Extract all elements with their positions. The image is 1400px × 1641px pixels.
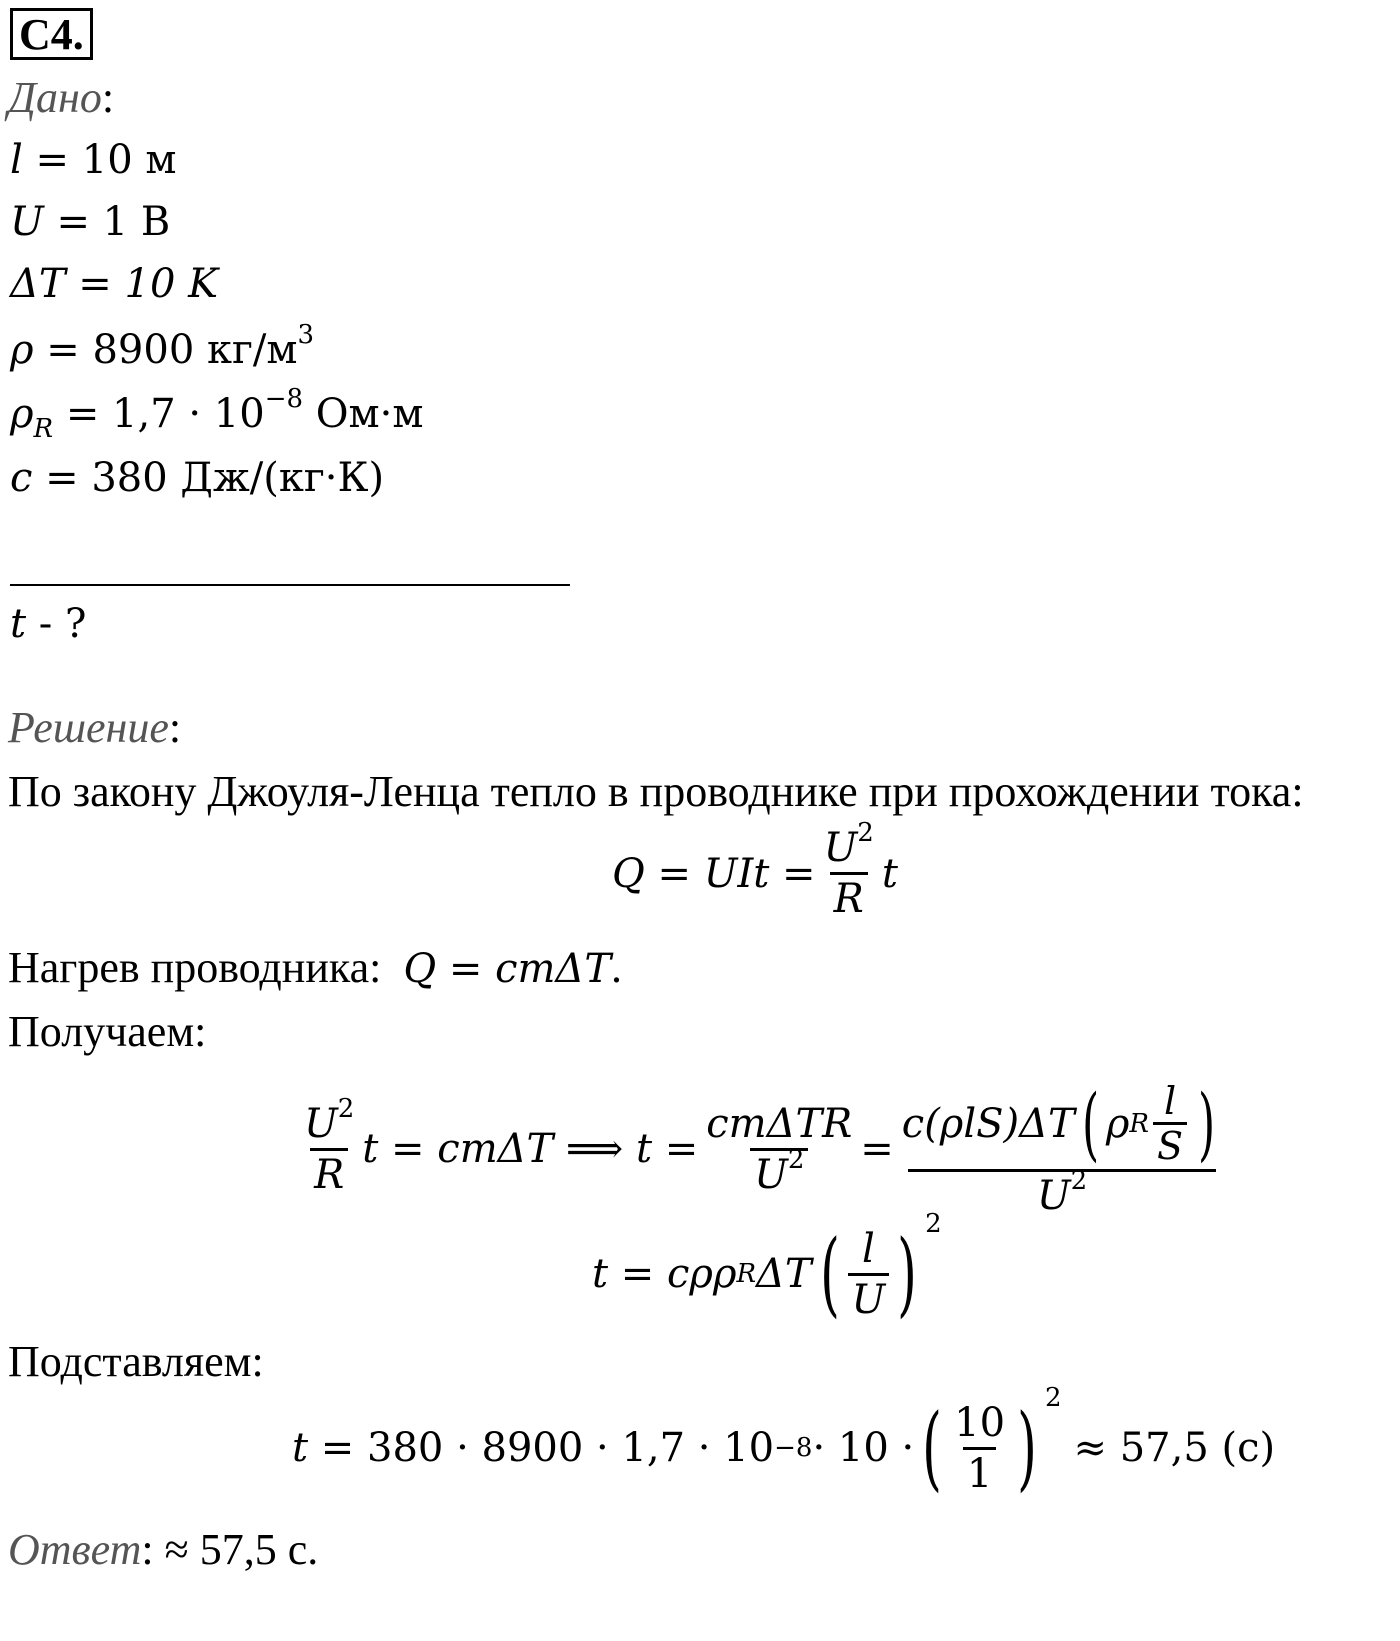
f3-rho: ρ [1105,1100,1130,1147]
equation-joule [612,818,898,922]
given-rho [10,320,315,373]
fraction-10-over-1 [950,1399,1009,1497]
given-rho-value: = 8900 кг/м [46,327,298,373]
eq4-num: 10 [954,1399,1006,1446]
f2-den-exp: 2 [787,1144,805,1175]
given-rhoR-unit: Ом·м [303,391,424,437]
solution-intro: По закону Джоуля-Ленца тепло в проводнике при прохождении тока: [8,767,1304,816]
fraction-l-over-u [848,1225,890,1323]
f1-den: R [310,1148,348,1195]
equation-numeric: t = 380 · 8900 · 1,7 · 10 −8 · 10 · ( $\frac{10}{1}$ ) 2 ≈ 57,5 (c) [292,1383,1276,1501]
find-var: t [10,601,27,647]
f2-num: cmΔTR [706,1100,853,1147]
given-rhoR-var: ρ [10,391,34,437]
eq3-den: U [848,1273,890,1320]
eq4-mid: · 10 · [812,1425,915,1471]
fraction-l-over-s [1153,1079,1187,1168]
given-divider [10,584,570,586]
f3-inner-num: l [1163,1079,1177,1123]
given-U-value: = 1 В [56,199,171,245]
eq3-num: l [861,1225,875,1272]
given-c-value: = 380 Дж/(кг·К) [45,455,385,501]
f2-den: U [754,1151,788,1198]
given-c-var: c [10,455,33,501]
derivation-mid: t = cmΔT ⟹ t = [362,1126,699,1172]
equation-joule-tail: t [881,850,898,897]
derivation-eq: = [860,1126,894,1172]
frac-den: R [830,872,868,919]
given-label: Дано: [8,73,115,122]
paren-right-icon: ) [1198,1076,1216,1170]
getting-text: Получаем: [8,1007,207,1056]
eq3-lhs: t = cρρ [592,1251,737,1297]
given-rho-exp: 3 [297,320,315,350]
f3-inner-den: S [1153,1122,1187,1165]
paren-right-icon: ) [1017,1394,1037,1501]
equation-result-formula: t = cρρ R ΔT ( $\frac{l}{U}$ ) 2 [592,1209,942,1327]
given-U [10,199,171,245]
f3-den: U [1036,1173,1071,1219]
given-dT-var: ΔT [10,261,66,307]
problem-label: C4. [10,8,93,60]
eq3-mid: ΔT [756,1251,812,1297]
eq4-result: ≈ 57,5 (c) [1073,1425,1276,1471]
given-dT-value: = 10 K [78,261,219,307]
paren-right-icon: ) [897,1220,918,1327]
paren-left-icon: ( [922,1394,943,1501]
solution-label: Решение: [8,703,182,752]
fraction-u2-over-r-2 [300,1093,358,1198]
given-rhoR-value: = 1,7 · 10 [65,391,265,437]
paren-left-icon: ( [819,1220,840,1327]
frac-num: U [823,825,858,871]
given-rhoR-sub: R [33,414,54,444]
given-rho-var: ρ [10,327,34,373]
find-line [10,601,87,647]
equation-derivation [296,1076,1230,1219]
answer-label: Ответ [8,1525,142,1574]
heating-end: . [611,943,622,992]
given-l [10,137,177,183]
answer-text: : ≈ 57,5 с. [141,1525,319,1574]
given-c [10,455,385,501]
fraction-cmdtr-over-u2 [702,1100,856,1198]
answer-line [8,1525,319,1574]
given-U-var: U [10,199,44,245]
f1-num: U [304,1100,338,1147]
paren-left-icon: ( [1081,1076,1099,1170]
given-dT [10,261,219,307]
f3-den-exp: 2 [1070,1166,1088,1196]
solution-label-text: Решение [8,703,169,752]
fraction-expanded: c(ρlS)ΔT ( ρ R $\frac{l}{S}$ ) $U^2$ [901,1076,1216,1219]
eq4-lhs: t = 380 · 8900 · 1,7 · 10 [292,1425,775,1471]
given-rhoR-exp: −8 [264,384,304,414]
substituting-text: Подставляем: [8,1337,264,1386]
fraction-u2-over-r [820,818,878,922]
f3-num: c(ρlS)ΔT [901,1100,1075,1147]
heating-line [8,943,622,992]
f1-num-exp: 2 [337,1093,355,1124]
heating-text: Нагрев проводника: [8,943,382,992]
given-rhoR [10,384,424,444]
given-l-var: l [10,137,23,183]
given-l-value: = 10 м [35,137,177,183]
given-label-text: Дано [8,73,102,122]
find-rest: - ? [26,601,87,647]
heating-equation: Q = cmΔT [403,946,611,992]
frac-num-exp: 2 [857,818,874,848]
equation-joule-lhs: Q = UIt = [612,850,816,897]
eq4-den: 1 [963,1447,996,1494]
